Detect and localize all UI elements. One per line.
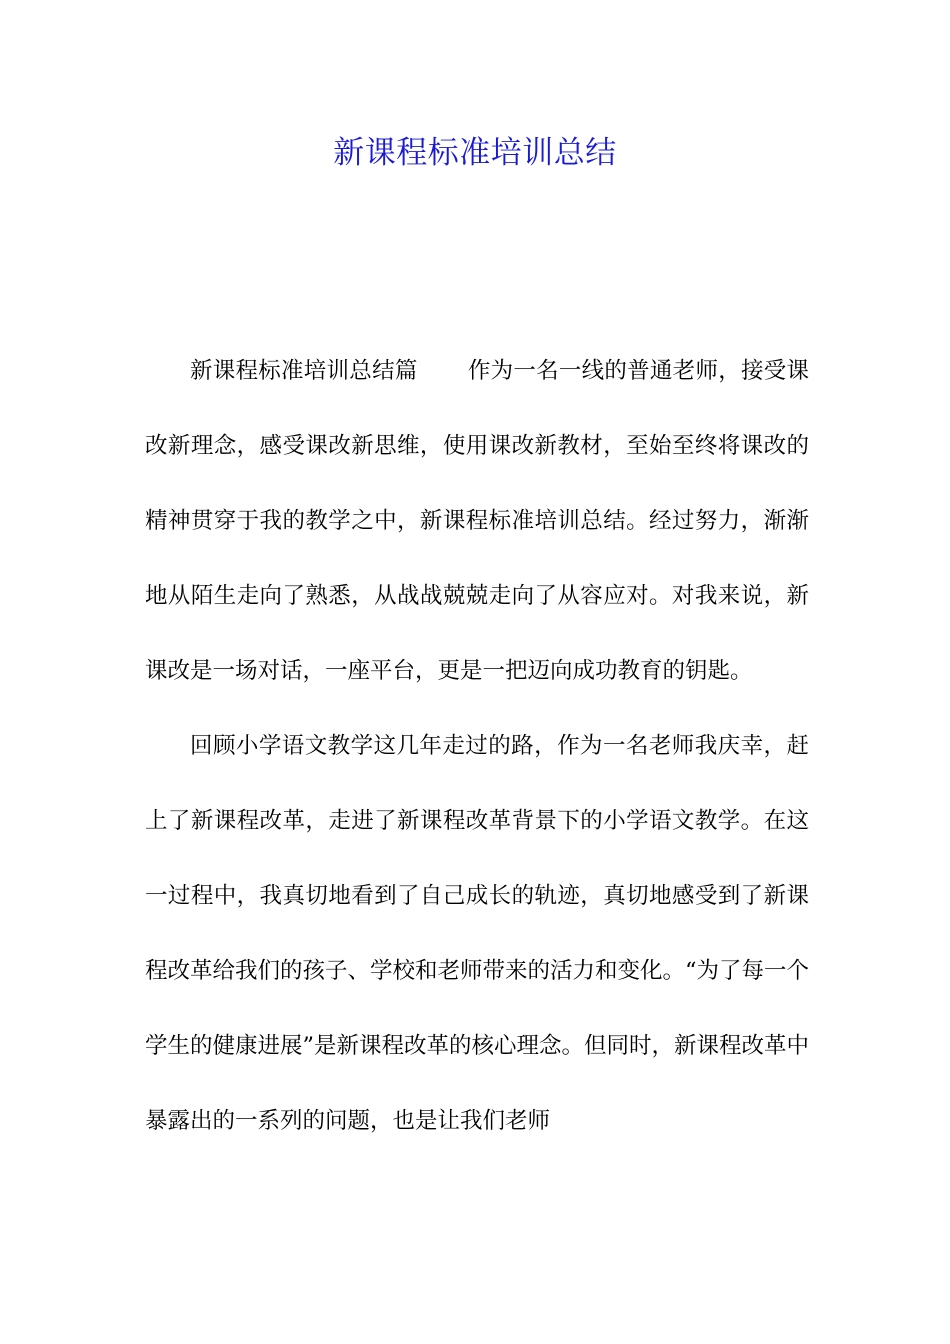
document-title: 新课程标准培训总结 [333,135,617,171]
paragraph-1 [145,334,809,709]
paragraph-2 [145,709,809,1159]
paragraph-1-text: 作为一名一线的普通老师，接受课改新理念，感受课改新思维，使用课改新教材，至始至终将课改的精神贯穿于我的教学之中，新课程标准培训总结。经过努力，渐渐地从陌生走向了熟悉，从战战兢兢走向了从容应对。对我来说，新课改是一场对话，一座平台，更是一把迈向成功教育的钥匙。 [145,358,809,684]
paragraph-1-lead: 新课程标准培训总结篇 [190,358,418,384]
document-body [145,334,809,1159]
paragraph-2-text: 回顾小学语文教学这几年走过的路，作为一名老师我庆幸，赶上了新课程改革，走进了新课程改革背景下的小学语文教学。在这一过程中，我真切地看到了自己成长的轨迹，真切地感受到了新课程改革给我们的孩子、学校和老师带来的活力和变化。“为了每一个学生的健康进展”是新课程改革的核心理念。但同时，新课程改革中暴露出的一系列的问题，也是让我们老师 [145,733,810,1134]
